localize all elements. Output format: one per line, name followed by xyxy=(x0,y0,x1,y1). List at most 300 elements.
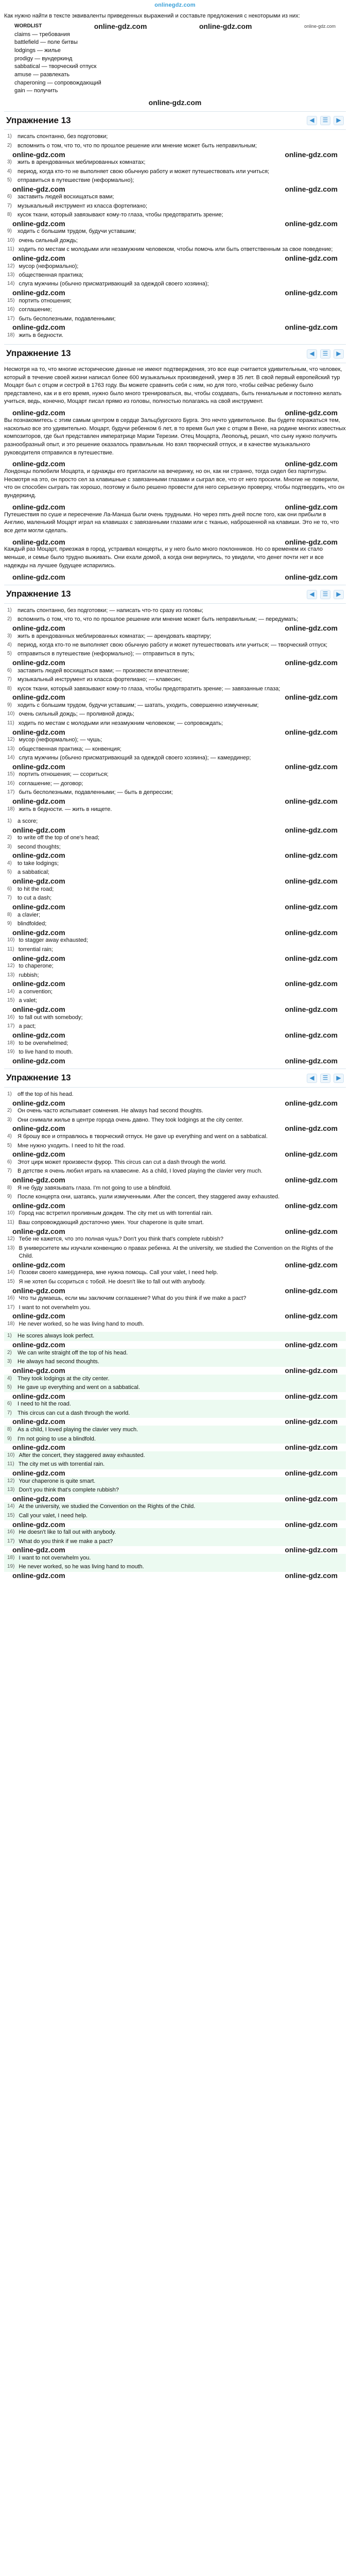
task-number: 13) xyxy=(7,1487,15,1493)
task-item xyxy=(4,271,346,280)
exercise-1 xyxy=(4,132,346,340)
task-answer: арендовать квартиру; xyxy=(154,633,212,639)
watermark: online-gdz.com xyxy=(12,1366,65,1375)
watermark-row xyxy=(4,22,346,31)
task-number: 17) xyxy=(7,315,15,321)
separator: — xyxy=(256,616,266,623)
task-item xyxy=(4,1477,346,1486)
task-item xyxy=(4,297,346,306)
task-number: 12) xyxy=(7,1478,15,1484)
task-phrase: жить в бедности. xyxy=(19,806,64,812)
task-number: 14) xyxy=(7,988,15,994)
task-text: музыкальный инструмент из класса фортепиано; xyxy=(18,202,148,209)
task-text: В детстве я очень любил играть на клавесине. As a child, I loved playing the clavier very much. xyxy=(18,1168,262,1175)
watermark: online-gdz.com xyxy=(12,624,65,632)
watermark: online-gdz.com xyxy=(285,796,338,805)
task-phrase: писать спонтанно, без подготовки; xyxy=(18,607,108,614)
watermark: online-gdz.com xyxy=(285,1201,338,1210)
task-number: 18) xyxy=(7,332,15,338)
watermark-row xyxy=(4,1176,346,1184)
task-text: соглашение; xyxy=(19,307,52,313)
watermark-row xyxy=(4,1031,346,1039)
task-number: 10) xyxy=(7,1210,15,1216)
watermark-row xyxy=(4,693,346,701)
watermark: online-gdz.com xyxy=(285,954,338,962)
task-answer: ссориться; xyxy=(80,771,109,778)
task-number: 13) xyxy=(7,272,15,278)
task-number: 6) xyxy=(7,194,12,200)
task-item xyxy=(4,1502,346,1511)
menu-icon[interactable]: ☰ xyxy=(320,116,330,125)
watermark: online-gdz.com xyxy=(12,537,65,546)
separator: — xyxy=(78,737,87,743)
paragraph: Вы познакомитесь с этим самым центром в сердце Зальцбургского Бурга. Это нечто удивительное. Вы будете поражаться тем, насколько все это удивительно. Моцарт, будучи ребенком 6 лет, в то время был уже с отцом в Вене, на родине многих известных композиторов, где был представлен императрице Марии Терезии. Отец Моцарта, Леопольд, решил, что сыну нужно получить разнообразный опыт, и это решение оказалось правильным. Но взял творческий отпуск, и в качестве музыкального руководителя отправился в путешествие. xyxy=(4,417,346,456)
task-number: 4) xyxy=(7,860,12,867)
task-text: to be overwhelmed; xyxy=(19,1040,68,1046)
vocab-list xyxy=(14,31,346,95)
task-text: rubbish; xyxy=(19,972,39,978)
section-title: Упражнение 13 xyxy=(6,348,71,359)
task-number: 12) xyxy=(7,737,15,743)
watermark-row xyxy=(4,1099,346,1107)
task-number: 1) xyxy=(7,818,12,824)
task-phrase: мусор (неформально); xyxy=(19,737,79,743)
task-item xyxy=(4,1107,346,1115)
vocab-item: battlefield — поле битвы xyxy=(14,39,78,46)
task-item xyxy=(4,1451,346,1460)
task-text: to fall out with somebody; xyxy=(19,1014,83,1021)
watermark-row xyxy=(4,98,346,107)
task-text: I'm not going to use a blindfold. xyxy=(18,1435,96,1442)
watermark: online-gdz.com xyxy=(12,1571,65,1580)
watermark: online-gdz.com xyxy=(12,1124,65,1133)
watermark: online-gdz.com xyxy=(12,1260,65,1269)
watermark-row xyxy=(4,903,346,911)
watermark: online-gdz.com xyxy=(285,502,338,511)
task-number: 17) xyxy=(7,789,15,795)
watermark-row xyxy=(4,954,346,962)
paragraph: Путешествия по суше и пересечение Ла-Манша были очень трудными. Но через пять дней после того, как они прибыли в Англию, маленький Моцарт играл на клавишах с завязанными глазами или с тканью, наброшенной на клавиши. Это не то, что все дети могли сделать. xyxy=(4,511,339,534)
task-text: отправиться в путешествие (неформально); xyxy=(18,177,134,183)
watermark-row xyxy=(4,1444,346,1451)
task-text: Your chaperone is quite smart. xyxy=(19,1478,96,1484)
task-number: 5) xyxy=(7,1384,12,1390)
separator: — xyxy=(108,607,117,614)
watermark: online-gdz.com xyxy=(304,23,336,29)
task-number: 9) xyxy=(7,1435,12,1442)
task-item xyxy=(4,1528,346,1537)
watermark-row xyxy=(4,150,346,158)
watermark: online-gdz.com xyxy=(285,1260,338,1269)
task-number: 13) xyxy=(7,745,15,752)
task-text: Я не буду завязывать глаза. I'm not going to use a blindfold. xyxy=(18,1184,172,1191)
watermark: online-gdz.com xyxy=(285,150,338,159)
task-item xyxy=(4,667,346,675)
task-item xyxy=(4,805,346,814)
task-number: 7) xyxy=(7,1168,12,1174)
watermark: online-gdz.com xyxy=(12,762,65,771)
watermark-row xyxy=(4,728,346,736)
task-text: Мне нужно уходить. I need to hit the road. xyxy=(18,1142,125,1149)
watermark-row xyxy=(4,289,346,297)
task-item xyxy=(4,1132,346,1141)
task-text: писать спонтанно, без подготовки; xyxy=(18,133,108,140)
watermark: online-gdz.com xyxy=(12,219,65,228)
task-number: 4) xyxy=(7,1375,12,1381)
task-text: a score; xyxy=(18,818,38,824)
task-text xyxy=(19,745,346,753)
task-item xyxy=(4,834,346,842)
task-text: Позови своего камердинера, мне нужна помощь. Call your valet, I need help. xyxy=(19,1269,218,1276)
watermark: online-gdz.com xyxy=(285,572,338,581)
watermark: online-gdz.com xyxy=(285,254,338,263)
watermark-row xyxy=(4,1150,346,1158)
vocab-item: claims — требования xyxy=(14,31,70,38)
task-text: I need to hit the road. xyxy=(18,1401,71,1408)
task-text: What do you think if we make a pact? xyxy=(19,1538,113,1545)
prev-icon[interactable]: ◀ xyxy=(307,1074,317,1083)
task-text: The city met us with torrential rain. xyxy=(18,1461,105,1468)
task-text xyxy=(19,806,346,814)
task-number: 9) xyxy=(7,228,12,234)
task-text: to take lodgings; xyxy=(18,860,59,867)
section-header xyxy=(4,1069,346,1088)
prev-icon[interactable]: ◀ xyxy=(307,349,317,359)
prev-icon[interactable]: ◀ xyxy=(307,590,317,599)
task-item xyxy=(4,1294,346,1303)
watermark: online-gdz.com xyxy=(285,1417,338,1426)
watermark: online-gdz.com xyxy=(12,1417,65,1426)
next-icon[interactable]: ▶ xyxy=(334,590,344,599)
watermark: online-gdz.com xyxy=(12,1030,65,1039)
watermark: online-gdz.com xyxy=(12,693,65,702)
next-icon[interactable]: ▶ xyxy=(334,349,344,359)
task-phrase: период, когда кто-то не выполняет свою обычную работу и может путешествовать или учиться; xyxy=(18,642,270,649)
menu-icon[interactable]: ☰ xyxy=(320,590,330,599)
menu-icon[interactable]: ☰ xyxy=(320,1074,330,1083)
separator: — xyxy=(208,754,218,761)
task-text: to hit the road; xyxy=(18,886,54,892)
task-answer: чушь; xyxy=(87,737,102,743)
task-text: to stagger away exhausted; xyxy=(19,937,88,944)
watermark: online-gdz.com xyxy=(12,979,65,988)
task-item xyxy=(4,193,346,201)
section-header xyxy=(4,585,346,604)
intro-word: WORDLIST xyxy=(14,23,42,29)
section-header xyxy=(4,111,346,130)
task-number: 4) xyxy=(7,642,12,648)
task-text: He gave up everything and went on a sabbatical. xyxy=(18,1384,140,1391)
task-answer: клавесин; xyxy=(156,676,182,683)
watermark: online-gdz.com xyxy=(285,851,338,860)
task-item xyxy=(4,701,346,710)
task-number: 12) xyxy=(7,1236,15,1242)
task-item xyxy=(4,936,346,945)
watermark: online-gdz.com xyxy=(285,1469,338,1478)
watermark: online-gdz.com xyxy=(285,1312,338,1320)
section-title: Упражнение 13 xyxy=(6,589,71,599)
paragraph: Несмотря на то, что многие исторические данные не имеют подтверждения, это все еще считается удивительным, что человек, который в течение своей жизни написал более 600 музыкальных произведений, умер в 35 лет. В свой первый европейский тур Моцарт был с отцом и сестрой в 1763 году. Вы можете сравнить себя с ним, но для того, чтобы сейчас ребенку было представлено, как и в его время, нужно было много тренироваться, вы, чтобы создавать, быть гениальным и постоянно желать учиться, ведь, конечно, Моцарт писал прямо из головы, полностью полагаясь на свой инструмент. xyxy=(4,366,342,405)
task-text: a clavier; xyxy=(18,911,41,918)
task-item xyxy=(4,641,346,650)
task-item xyxy=(4,988,346,996)
section-tools xyxy=(307,590,344,599)
task-item xyxy=(4,262,346,271)
task-phrase: отправиться в путешествие (неформально); xyxy=(18,651,134,657)
watermark: online-gdz.com xyxy=(12,409,65,417)
task-text: They took lodgings at the city center. xyxy=(18,1375,110,1382)
watermark: online-gdz.com xyxy=(199,22,252,31)
task-number: 15) xyxy=(7,1512,15,1518)
watermark: online-gdz.com xyxy=(285,979,338,988)
task-number: 3) xyxy=(7,633,12,639)
vocab-item: chaperoning — сопровождающий xyxy=(14,79,101,86)
task-item xyxy=(4,1320,346,1329)
separator: — xyxy=(114,667,123,674)
task-answer: отправиться в путь; xyxy=(143,651,195,657)
watermark: online-gdz.com xyxy=(12,851,65,860)
watermark-row xyxy=(4,1495,346,1502)
task-text: He doesn't like to fall out with anybody. xyxy=(19,1529,116,1536)
task-answer: написать что-то сразу из головы; xyxy=(116,607,203,614)
task-item xyxy=(4,675,346,684)
task-number: 2) xyxy=(7,1349,12,1355)
watermark-row xyxy=(4,826,346,834)
task-item xyxy=(4,331,346,340)
watermark: online-gdz.com xyxy=(285,877,338,886)
watermark-row xyxy=(4,928,346,936)
watermark: online-gdz.com xyxy=(285,184,338,193)
task-number: 15) xyxy=(7,771,15,777)
watermark: online-gdz.com xyxy=(12,1286,65,1295)
task-number: 11) xyxy=(7,1219,14,1225)
task-text xyxy=(18,633,346,640)
task-number: 16) xyxy=(7,1295,15,1301)
watermark-row xyxy=(4,1520,346,1528)
task-number: 14) xyxy=(7,281,15,287)
watermark-row xyxy=(4,1367,346,1375)
watermark: online-gdz.com xyxy=(285,727,338,736)
task-answer: быть в депрессии; xyxy=(124,789,173,796)
task-number: 2) xyxy=(7,835,12,841)
watermark: online-gdz.com xyxy=(285,928,338,937)
watermark: online-gdz.com xyxy=(12,460,65,468)
task-number: 13) xyxy=(7,1245,15,1251)
task-item xyxy=(4,132,346,141)
separator: — xyxy=(135,702,145,708)
watermark: online-gdz.com xyxy=(12,1469,65,1478)
task-text: портить отношения; xyxy=(19,297,72,304)
watermark: online-gdz.com xyxy=(12,502,65,511)
task-text: Ваш сопровождающий достаточно умен. Your chaperone is quite smart. xyxy=(18,1219,204,1226)
task-number: 9) xyxy=(7,1194,12,1200)
task-text: to live hand to mouth. xyxy=(19,1048,73,1055)
watermark: online-gdz.com xyxy=(285,323,338,332)
watermark-row xyxy=(4,1341,346,1349)
task-number: 12) xyxy=(7,263,15,269)
task-item xyxy=(4,962,346,971)
task-number: 15) xyxy=(7,997,15,1004)
task-number: 5) xyxy=(7,651,12,657)
watermark-row xyxy=(4,852,346,859)
task-number: 8) xyxy=(7,1427,12,1433)
separator: — xyxy=(78,711,87,718)
section-title: Упражнение 13 xyxy=(6,115,71,125)
watermark: online-gdz.com xyxy=(285,1443,338,1452)
task-text xyxy=(18,641,346,649)
watermark-row xyxy=(4,324,346,331)
watermark: online-gdz.com xyxy=(94,22,147,31)
paragraph: Каждый раз Моцарт, приезжая в город, устраивал концерты, и у него было много поклонников. Но со временем их стало меньше, и семье было трудно выживать. Они ехали домой, а когда они вернулись, то увидели, что денег почти нет и все надежды на лучшее будущее испарились. xyxy=(4,546,324,569)
task-item xyxy=(4,710,346,719)
task-number: 2) xyxy=(7,616,12,622)
task-number: 14) xyxy=(7,754,15,760)
watermark-row xyxy=(4,659,346,667)
watermark-row xyxy=(4,980,346,988)
task-number: 7) xyxy=(7,676,12,683)
watermark: online-gdz.com xyxy=(285,902,338,911)
task-text: a pact; xyxy=(19,1023,36,1030)
watermark-row xyxy=(4,798,346,805)
separator: — xyxy=(71,771,80,778)
task-number: 12) xyxy=(7,963,15,969)
watermark: online-gdz.com xyxy=(285,1098,338,1107)
task-number: 18) xyxy=(7,806,15,812)
watermark-row xyxy=(4,409,346,417)
watermark: online-gdz.com xyxy=(285,1005,338,1014)
watermark: online-gdz.com xyxy=(285,1056,338,1065)
task-text: Тебе не кажется, что это полная чушь? Don't you think that's complete rubbish? xyxy=(19,1236,223,1243)
task-text: Don't you think that's complete rubbish? xyxy=(19,1487,119,1494)
task-number: 11) xyxy=(7,1461,14,1467)
task-item xyxy=(4,227,346,236)
task-answer: передумать; xyxy=(266,616,299,623)
watermark: online-gdz.com xyxy=(12,658,65,667)
task-text: После концерта они, шатаясь, ушли измученными. After the concert, they staggered away exhausted. xyxy=(18,1194,280,1200)
section-tools xyxy=(307,116,344,125)
task-phrase: очень сильный дождь; xyxy=(19,711,78,718)
watermark-row xyxy=(4,1286,346,1294)
vocab-item: amuse — развлекать xyxy=(14,71,70,78)
task-text: After the concert, they staggered away exhausted. xyxy=(19,1452,145,1459)
task-text: to chaperone; xyxy=(19,963,54,970)
watermark-row xyxy=(4,1392,346,1400)
vocab-item: lodgings — жилье xyxy=(14,47,61,54)
watermark: online-gdz.com xyxy=(12,323,65,332)
task-text: I want to not overwhelm you. xyxy=(19,1304,91,1311)
task-number: 16) xyxy=(7,780,15,786)
watermark-row xyxy=(4,624,346,632)
task-text: Что ты думаешь, если мы заключим соглашение? What do you think if we make a pact? xyxy=(19,1295,247,1302)
watermark: online-gdz.com xyxy=(12,954,65,962)
next-icon[interactable]: ▶ xyxy=(334,1074,344,1083)
watermark: online-gdz.com xyxy=(12,902,65,911)
task-text: blindfolded; xyxy=(18,921,47,927)
watermark: online-gdz.com xyxy=(12,1392,65,1400)
task-answer: договор; xyxy=(60,780,83,787)
task-number: 3) xyxy=(7,1359,12,1365)
task-number: 17) xyxy=(7,1538,15,1544)
task-item xyxy=(4,236,346,245)
watermark: online-gdz.com xyxy=(12,254,65,263)
task-number: 10) xyxy=(7,711,15,717)
task-number: 11) xyxy=(7,720,14,726)
task-text: Я брошу все и отправлюсь в творческий отпуск. He gave up everything and went on a sabbatical. xyxy=(18,1133,268,1140)
task-text: We can write straight off the top of his head. xyxy=(18,1349,128,1356)
task-answer: завязанные глаза; xyxy=(232,685,281,692)
task-text: Call your valet, I need help. xyxy=(19,1512,87,1519)
task-number: 4) xyxy=(7,1133,12,1140)
watermark: online-gdz.com xyxy=(285,1392,338,1400)
watermark-row xyxy=(4,1261,346,1268)
watermark: online-gdz.com xyxy=(12,796,65,805)
task-number: 5) xyxy=(7,177,12,183)
next-icon[interactable]: ▶ xyxy=(334,116,344,125)
task-text: Они снимали жилье в центре города очень давно. They took lodgings at the city center. xyxy=(18,1116,243,1123)
watermark-row xyxy=(4,185,346,193)
watermark: online-gdz.com xyxy=(285,693,338,702)
task-phrase: быть бесполезными, подавленными; xyxy=(19,789,116,796)
watermark: online-gdz.com xyxy=(285,537,338,546)
watermark: online-gdz.com xyxy=(285,219,338,228)
task-number: 10) xyxy=(7,237,15,243)
watermark: online-gdz.com xyxy=(12,1546,65,1554)
task-item xyxy=(4,1244,346,1261)
watermark: online-gdz.com xyxy=(12,727,65,736)
task-number: 6) xyxy=(7,1159,12,1165)
task-text xyxy=(19,710,346,718)
exercise-3 xyxy=(4,606,346,814)
watermark-row xyxy=(4,1418,346,1426)
task-number: 10) xyxy=(7,1452,15,1458)
task-text: He never worked, so he was living hand to mouth. xyxy=(19,1564,144,1570)
exercise-6 xyxy=(4,1332,346,1579)
task-text: жить в арендованных меблированных комнатах; xyxy=(18,159,146,166)
task-text xyxy=(19,780,346,788)
task-number: 16) xyxy=(7,1014,15,1020)
watermark: online-gdz.com xyxy=(12,1176,65,1184)
task-number: 2) xyxy=(7,1108,12,1114)
watermark: online-gdz.com xyxy=(285,624,338,632)
task-item xyxy=(4,1426,346,1434)
task-text: слуга мужчины (обычно присматривающий за одеждой своего хозяина); xyxy=(19,281,209,287)
watermark: online-gdz.com xyxy=(285,1520,338,1529)
watermark-row xyxy=(4,219,346,227)
watermark: online-gdz.com xyxy=(12,1341,65,1349)
task-number: 13) xyxy=(7,972,15,978)
menu-icon[interactable]: ☰ xyxy=(320,349,330,359)
watermark: online-gdz.com xyxy=(285,1227,338,1235)
task-number: 16) xyxy=(7,307,15,313)
task-text: torrential rain; xyxy=(18,946,53,953)
task-phrase: музыкальный инструмент из класса фортепиано; xyxy=(18,676,148,683)
watermark: online-gdz.com xyxy=(12,1056,65,1065)
task-item xyxy=(4,779,346,788)
intro-text: Как нужно найти в тексте эквиваленты приведенных выражений и составьте предложения с некоторыми из них: xyxy=(4,13,300,19)
task-answer: жить в нищете. xyxy=(72,806,112,812)
task-text: This circus can cut a dash through the world. xyxy=(18,1410,130,1416)
site-logo[interactable]: onlinegdz.com xyxy=(154,2,196,9)
task-number: 11) xyxy=(7,246,14,252)
task-number: 19) xyxy=(7,1564,15,1570)
task-text: очень сильный дождь; xyxy=(19,237,78,244)
watermark: online-gdz.com xyxy=(285,1030,338,1039)
task-number: 3) xyxy=(7,159,12,165)
task-number: 17) xyxy=(7,1023,15,1029)
prev-icon[interactable]: ◀ xyxy=(307,116,317,125)
separator: — xyxy=(83,745,93,752)
task-answer: творческий отпуск; xyxy=(278,642,328,649)
